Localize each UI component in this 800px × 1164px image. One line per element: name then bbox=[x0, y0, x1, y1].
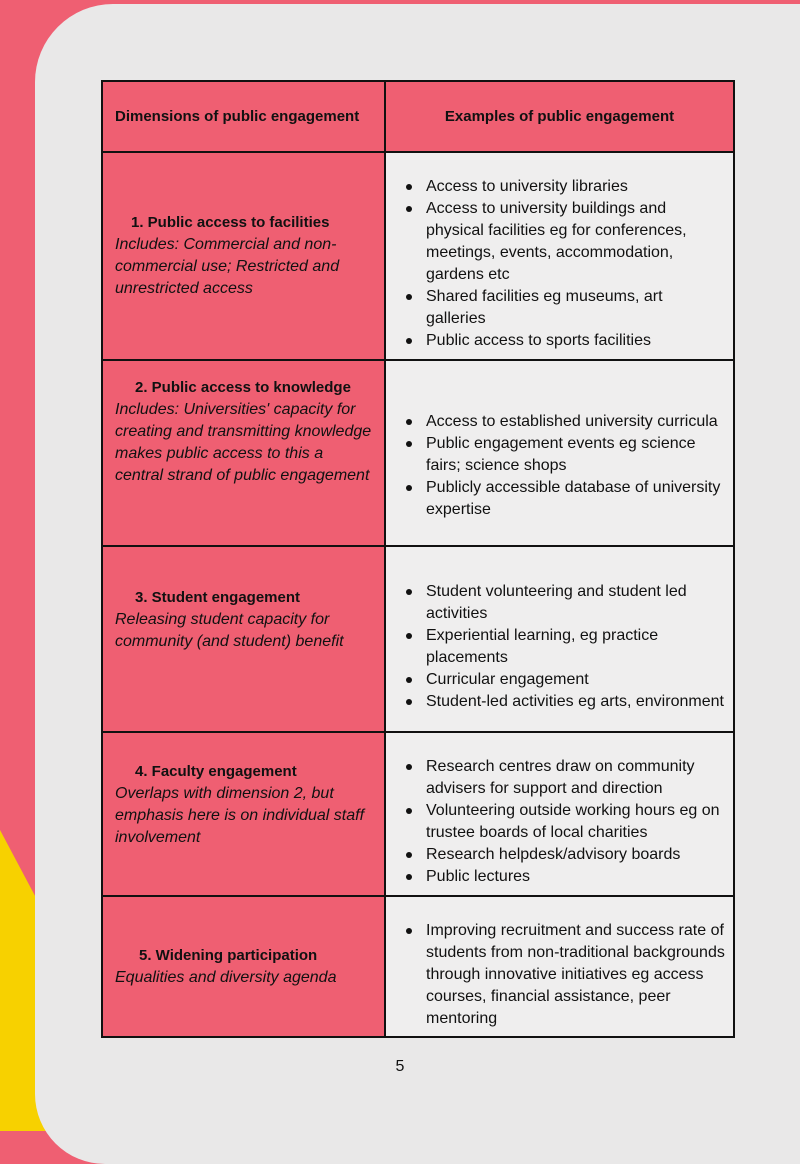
dimension-description: Equalities and diversity agenda bbox=[115, 969, 337, 986]
table-row bbox=[102, 896, 734, 1037]
list-item: Public access to sports facilities bbox=[402, 330, 725, 352]
table-row bbox=[102, 360, 734, 546]
page-number: 5 bbox=[395, 1058, 405, 1075]
list-item: Shared facilities eg museums, art galleries bbox=[402, 286, 725, 330]
header-dimensions: Dimensions of public engagement bbox=[102, 81, 385, 152]
examples-list bbox=[402, 920, 725, 1030]
table-row bbox=[102, 546, 734, 732]
dimension-cell bbox=[102, 732, 385, 896]
dimension-title: 5. Widening participation bbox=[139, 947, 318, 964]
list-item: Volunteering outside working hours eg on trustee boards of local charities bbox=[402, 800, 725, 844]
engagement-table bbox=[101, 80, 735, 1038]
list-item: Access to university libraries bbox=[402, 176, 725, 198]
examples-list bbox=[402, 176, 725, 352]
table-row bbox=[102, 732, 734, 896]
list-item: Access to established university curricula bbox=[402, 411, 725, 433]
list-item: Public lectures bbox=[402, 866, 725, 888]
examples-cell bbox=[385, 732, 734, 896]
dimension-title: 3. Student engagement bbox=[135, 589, 301, 606]
list-item: Publicly accessible database of university expertise bbox=[402, 477, 725, 521]
table-header-row bbox=[102, 81, 734, 152]
examples-cell bbox=[385, 546, 734, 732]
list-item: Improving recruitment and success rate of students from non-traditional backgrounds through innovative initiatives eg access courses, financial assistance, peer mentoring bbox=[402, 920, 725, 1030]
examples-cell bbox=[385, 896, 734, 1037]
dimension-description: Overlaps with dimension 2, but emphasis here is on individual staff involvement bbox=[115, 785, 365, 846]
list-item: Public engagement events eg science fairs; science shops bbox=[402, 433, 725, 477]
list-item: Access to university buildings and physical facilities eg for conferences, meetings, events, accommodation, gardens etc bbox=[402, 198, 725, 286]
list-item: Curricular engagement bbox=[402, 669, 725, 691]
examples-cell bbox=[385, 360, 734, 546]
examples-list bbox=[402, 756, 725, 888]
dimension-description: Releasing student capacity for community (and student) benefit bbox=[115, 611, 344, 650]
examples-list bbox=[402, 581, 725, 713]
dimension-cell bbox=[102, 546, 385, 732]
table-row bbox=[102, 152, 734, 360]
list-item: Experiential learning, eg practice placements bbox=[402, 625, 725, 669]
list-item: Research helpdesk/advisory boards bbox=[402, 844, 725, 866]
dimension-cell bbox=[102, 896, 385, 1037]
list-item: Student volunteering and student led activities bbox=[402, 581, 725, 625]
dimension-title: 1. Public access to facilities bbox=[131, 214, 330, 231]
dimension-description: Includes: Commercial and non-commercial use; Restricted and unrestricted access bbox=[115, 236, 340, 297]
dimension-title: 4. Faculty engagement bbox=[135, 763, 297, 780]
examples-cell bbox=[385, 152, 734, 360]
dimension-description: Includes: Universities' capacity for creating and transmitting knowledge makes public access to this a central strand of public engagement bbox=[115, 401, 372, 484]
examples-list bbox=[402, 411, 725, 521]
dimension-title: 2. Public access to knowledge bbox=[135, 379, 351, 396]
list-item: Student-led activities eg arts, environment bbox=[402, 691, 725, 713]
list-item: Research centres draw on community advisers for support and direction bbox=[402, 756, 725, 800]
dimension-cell bbox=[102, 152, 385, 360]
header-examples: Examples of public engagement bbox=[385, 81, 734, 152]
dimension-cell bbox=[102, 360, 385, 546]
